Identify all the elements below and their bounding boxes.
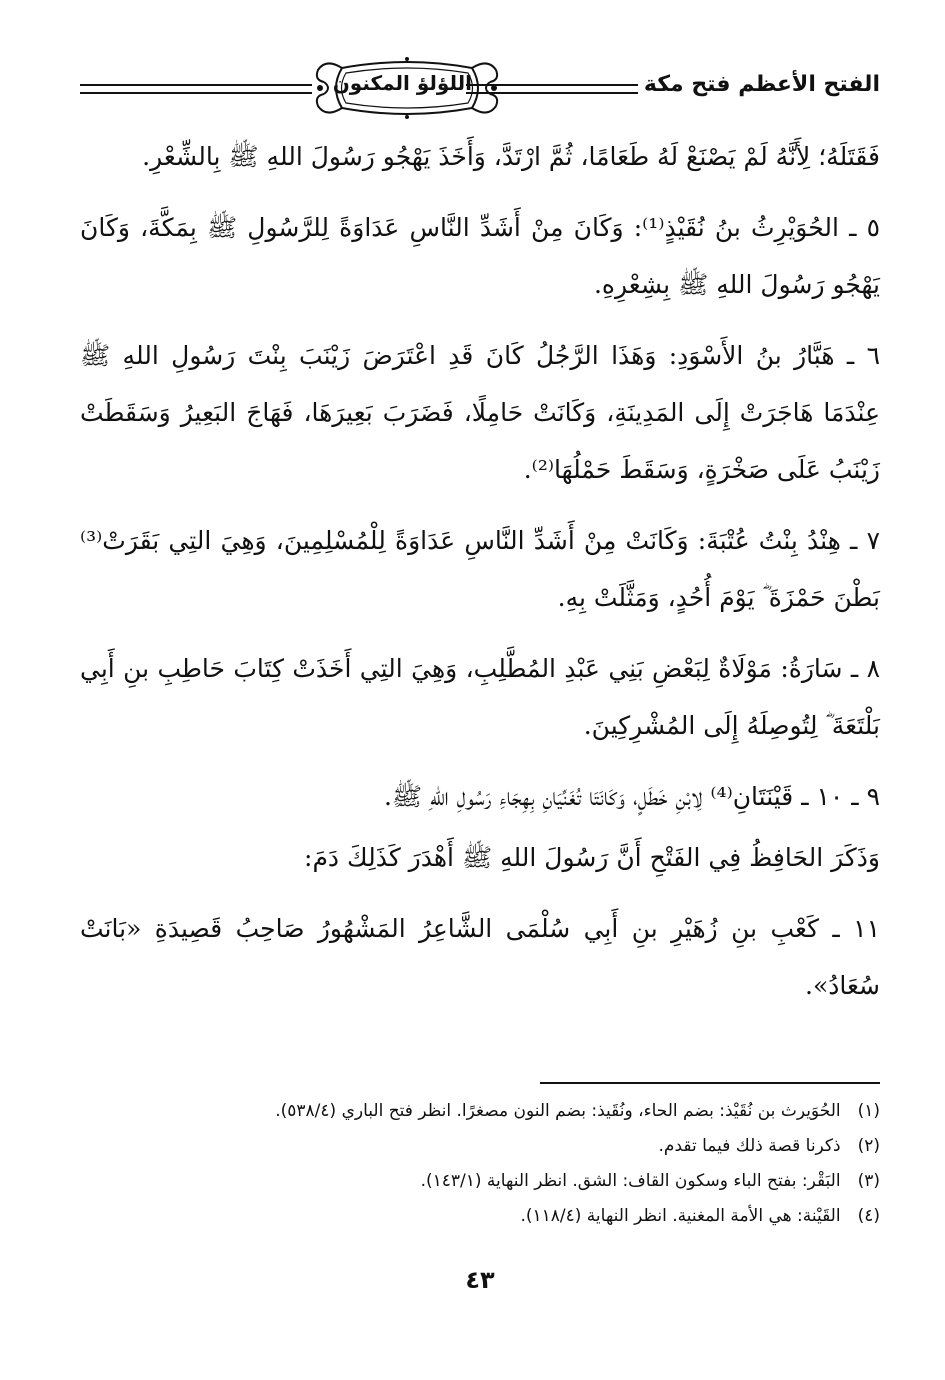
footnote-text: ذكرنا قصة ذلك فيما تقدم. — [658, 1136, 841, 1156]
page-header — [80, 54, 880, 124]
paragraph: ٦ ـ هَبَّارُ بنُ الأَسْوَدِ: وَهَذَا الرَّجُلُ كَانَ قَدِ اعْتَرَضَ زَيْنَبَ بِنْتَ رَسُولِ اللهِ ﷺ عِنْدَمَا هَاجَرَتْ إِلَى المَدِينَةِ، وَكَانَتْ حَامِلًا، فَضَرَبَ بَعِيرَهَا، فَهَاجَ البَعِيرُ وَسَقَطَتْ زَيْنَبُ عَلَى صَخْرَةٍ، وَسَقَطَ حَمْلُهَا⁽²⁾. — [80, 341, 880, 484]
paragraph: ٨ ـ سَارَةُ: مَوْلَاةٌ لِبَعْضِ بَنِي عَبْدِ المُطَّلِبِ، وَهِيَ التِي أَخَذَتْ كِتَابَ حَاطِبِ بنِ أَبِي بَلْتَعَةَ ؓ لِتُوصِلَهُ إِلَى المُشْرِكِينَ. — [80, 654, 880, 740]
paragraph: ٥ ـ الحُوَيْرِثُ بنُ نُقَيْذٍ⁽¹⁾: وَكَانَ مِنْ أَشَدِّ النَّاسِ عَدَاوَةً لِلرَّسُولِ ﷺ بِمَكَّةَ، وَكَانَ يَهْجُو رَسُولَ اللهِ ﷺ بِشِعْرِهِ. — [80, 213, 880, 299]
page-number: ٤٣ — [465, 1266, 495, 1294]
footnote-text: الحُوَيرث بن نُقَيْذ: بضم الحاء، ونُقَيذ: بضم النون مصغرًا. انظر فتح الباري (٥٣٨/٤). — [275, 1101, 841, 1121]
paragraph: ٧ ـ هِنْدُ بِنْتُ عُتْبَةَ: وَكَانَتْ مِنْ أَشَدِّ النَّاسِ عَدَاوَةً لِلْمُسْلِمِينَ، وَهِيَ التِي بَقَرَتْ⁽³⁾ بَطْنَ حَمْزَةَ ؓ يَوْمَ أُحُدٍ، وَمَثَّلَتْ بِهِ. — [80, 526, 880, 612]
footnote-number: (٣) — [857, 1171, 880, 1191]
ornament-title: اللؤلؤ المكنون — [332, 71, 472, 95]
footnote — [80, 1094, 880, 1129]
paragraph: ١١ ـ كَعْبِ بنِ زُهَيْرِ بنِ أَبِي سُلْمَى الشَّاعِرُ المَشْهُورُ صَاحِبُ قَصِيدَةِ «بَانَتْ سُعَادُ». — [80, 914, 880, 1000]
footnote — [80, 1164, 880, 1199]
footnotes — [80, 1094, 880, 1234]
footnote-text: القَيْنة: هي الأمة المغنية. انظر النهاية (١١٨/٤). — [520, 1206, 841, 1226]
footnote-number: (٤) — [857, 1206, 880, 1226]
footnote — [80, 1199, 880, 1234]
footnote-separator — [540, 1082, 880, 1084]
paragraph: وَذَكَرَ الحَافِظُ فِي الفَتْحِ أَنَّ رَسُولَ اللهِ ﷺ أَهْدَرَ كَذَلِكَ دَمَ: — [304, 843, 880, 872]
running-title: الفتح الأعظم فتح مكة — [643, 72, 880, 97]
main-text — [80, 128, 880, 1028]
footnote — [80, 1129, 880, 1164]
footnote-text: البَقْر: بفتح الباء وسكون القاف: الشق. انظر النهاية (١٤٣/١). — [420, 1171, 841, 1191]
paragraph: فَقَتَلَهُ؛ لِأَنَّهُ لَمْ يَصْنَعْ لَهُ طَعَامًا، ثُمَّ ارْتَدَّ، وَأَخَذَ يَهْجُو رَسُولَ اللهِ ﷺ بِالشِّعْرِ. — [142, 142, 880, 171]
paragraph: ٩ ـ ١٠ ـ قَيْنَتَانِ⁽⁴⁾ لِابْنِ خَطَلٍ، وَكَانَتَا تُغَنِّيَانِ بِهِجَاءِ رَسُولِ اللهِ ﷺ. — [383, 782, 880, 811]
footnote-number: (١) — [857, 1101, 880, 1121]
footnote-number: (٢) — [857, 1136, 880, 1156]
book-page — [80, 40, 880, 1360]
ornament-frame — [312, 54, 502, 122]
header-rule-left — [80, 84, 312, 94]
